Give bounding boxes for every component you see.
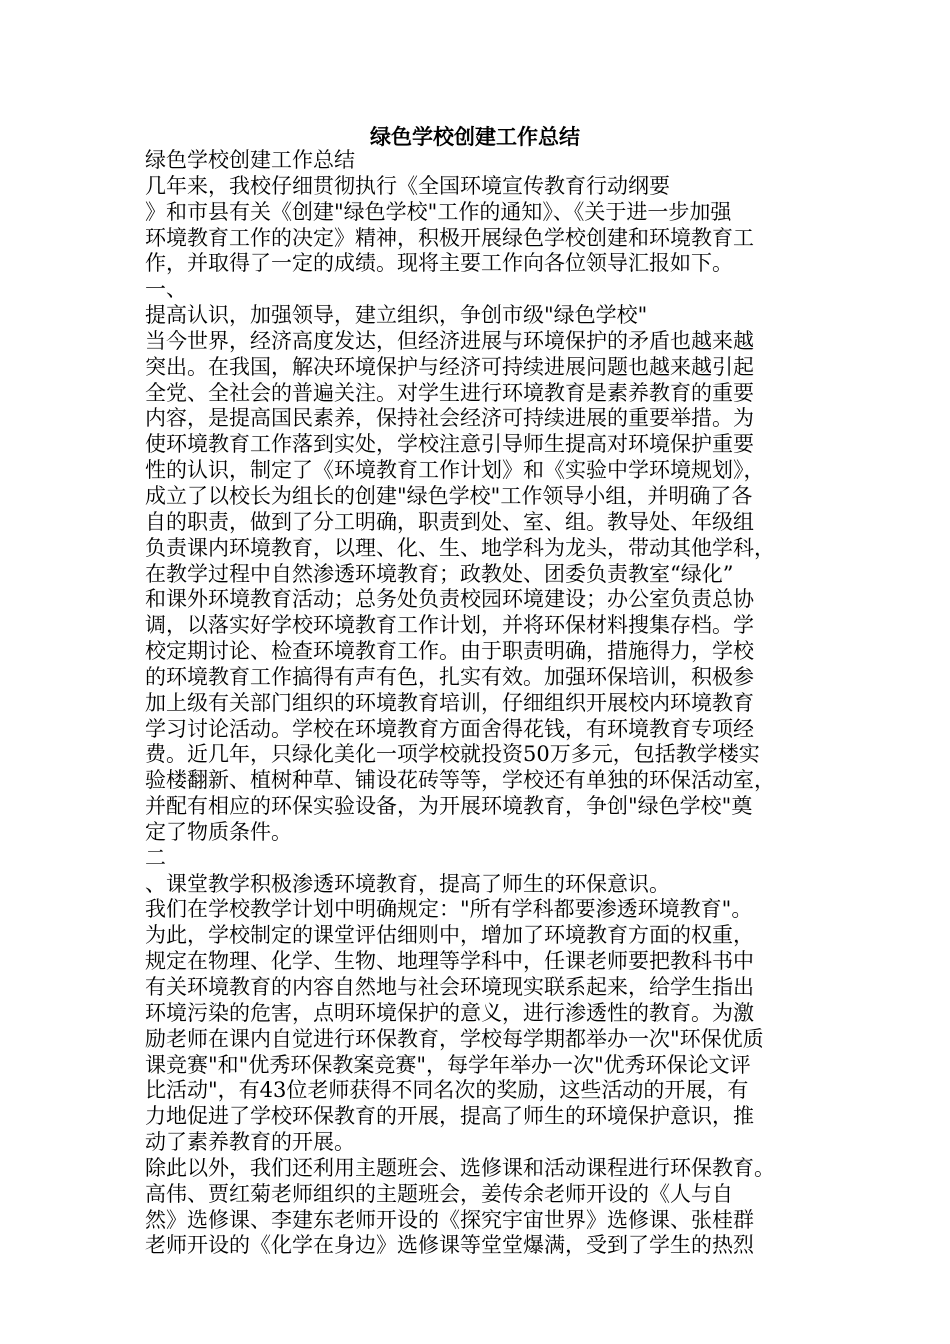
body-line: 老师开设的《化学在身边》选修课等堂堂爆满，受到了学生的热烈 [145, 1233, 754, 1258]
body-line: 在教学过程中自然渗透环境教育；政教处、团委负责教室“绿化” [145, 561, 734, 586]
body-line: 定了物质条件。 [145, 819, 292, 844]
document-title: 绿色学校创建工作总结 [370, 125, 580, 149]
body-line: 学习讨论活动。学校在环境教育方面舍得花钱，有环境教育专项经 [145, 716, 754, 741]
body-line: 使环境教育工作落到实处，学校注意引导师生提高对环境保护重要 [145, 432, 754, 457]
body-line: 提高认识，加强领导，建立组织，争创市级"绿色学校" [145, 303, 648, 328]
body-line: 二 [145, 845, 166, 870]
body-line: 当今世界，经济高度发达，但经济进展与环境保护的矛盾也越来越 [145, 328, 754, 353]
body-line: 负责课内环境教育，以理、化、生、地学科为龙头，带动其他学科， [145, 535, 775, 560]
body-line: 的环境教育工作搞得有声有色，扎实有效。加强环保培训，积极参 [145, 664, 754, 689]
body-line: 规定在物理、化学、生物、地理等学科中，任课老师要把教科书中 [145, 949, 754, 974]
body-line: 内容，是提高国民素养，保持社会经济可持续进展的重要举措。为 [145, 406, 754, 431]
body-line: 几年来，我校仔细贯彻执行《全国环境宣传教育行动纲要 [145, 173, 670, 198]
body-line: 自的职责，做到了分工明确，职责到处、室、组。教导处、年级组 [145, 509, 754, 534]
document-body [145, 148, 815, 1259]
body-line: 全党、全社会的普遍关注。对学生进行环境教育是素养教育的重要 [145, 380, 754, 405]
body-line: 并配有相应的环保实验设备，为开展环境教育，争创"绿色学校"奠 [145, 794, 753, 819]
body-line: 除此以外，我们还利用主题班会、选修课和活动课程进行环保教育。 [145, 1155, 775, 1180]
body-line: 成立了以校长为组长的创建"绿色学校"工作领导小组，并明确了各 [145, 483, 753, 508]
body-line: 》和市县有关《创建"绿色学校"工作的通知》、《关于进一步加强 [145, 199, 732, 224]
body-line: 动了素养教育的开展。 [145, 1130, 355, 1155]
body-line: 、课堂教学积极渗透环境教育，提高了师生的环保意识。 [145, 871, 670, 896]
body-line: 绿色学校创建工作总结 [145, 148, 355, 172]
body-line: 校定期讨论、检查环境教育工作。由于职责明确，措施得力，学校 [145, 639, 754, 664]
body-line: 作，并取得了一定的成绩。现将主要工作向各位领导汇报如下。 [145, 251, 733, 276]
body-line: 调，以落实好学校环境教育工作计划，并将环保材料搜集存档。学 [145, 613, 754, 638]
body-line: 一、 [145, 277, 187, 302]
body-line: 环境污染的危害，点明环境保护的意义，进行渗透性的教育。为激 [145, 1000, 754, 1025]
body-line: 性的认识，制定了《环境教育工作计划》和《实验中学环境规划》， [145, 458, 765, 483]
body-line: 验楼翻新、植树种草、铺设花砖等等，学校还有单独的环保活动室， [145, 768, 775, 793]
body-line: 加上级有关部门组织的环境教育培训，仔细组织开展校内环境教育 [145, 690, 754, 715]
body-line: 励老师在课内自觉进行环保教育，学校每学期都举办一次"环保优质 [145, 1026, 764, 1051]
body-line: 环境教育工作的决定》精神，积极开展绿色学校创建和环境教育工 [145, 225, 754, 250]
body-line: 高伟、贾红菊老师组织的主题班会，姜传余老师开设的《人与自 [145, 1181, 733, 1206]
body-line: 费。近几年，只绿化美化一项学校就投资50万多元，包括教学楼实 [145, 742, 760, 767]
body-line: 课竞赛"和"优秀环保教案竞赛"，每学年举办一次"优秀环保论文评 [145, 1052, 751, 1077]
body-line: 突出。在我国，解决环境保护与经济可持续进展问题也越来越引起 [145, 354, 754, 379]
body-line: 和课外环境教育活动；总务处负责校园环境建设；办公室负责总协 [145, 587, 754, 612]
body-line: 比活动"，有43位老师获得不同名次的奖励，这些活动的开展，有 [145, 1078, 749, 1103]
body-line: 然》选修课、李建东老师开设的《探究宇宙世界》选修课、张桂群 [145, 1207, 754, 1232]
body-line: 我们在学校教学计划中明确规定："所有学科都要渗透环境教育"。 [145, 897, 753, 922]
body-line: 力地促进了学校环保教育的开展，提高了师生的环境保护意识，推 [145, 1104, 754, 1129]
body-line: 为此，学校制定的课堂评估细则中，增加了环境教育方面的权重， [145, 923, 754, 948]
body-line: 有关环境教育的内容自然地与社会环境现实联系起来，给学生指出 [145, 975, 754, 999]
